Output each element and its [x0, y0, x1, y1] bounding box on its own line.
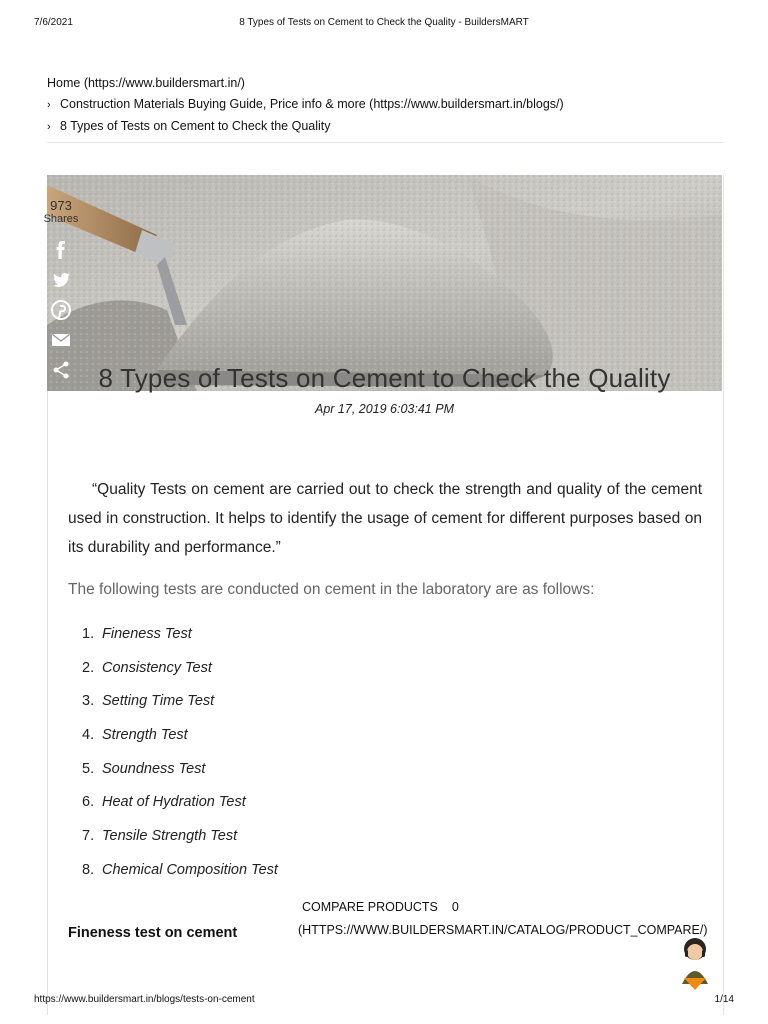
intro-text: “Quality Tests on cement are carried out to check the strength and quality of the cement used in construction. It helps to identify the usage of cement for different purposes based on its durability and performance.” — [68, 481, 702, 556]
compare-products-url: (HTTPS://WWW.BUILDERSMART.IN/CATALOG/PRODUCT_COMPARE/) — [298, 923, 708, 937]
print-title: 8 Types of Tests on Cement to Check the Quality - BuildersMART — [239, 17, 529, 28]
lead-paragraph: The following tests are conducted on cement in the laboratory are as follows: — [68, 581, 595, 598]
post-title: 8 Types of Tests on Cement to Check the Quality — [98, 363, 671, 393]
breadcrumb-current-label: 8 Types of Tests on Cement to Check the Quality — [60, 119, 331, 133]
list-item-label: Tensile Strength Test — [102, 828, 238, 845]
list-item — [82, 758, 278, 792]
cement-trowel-photo — [47, 175, 722, 391]
list-item — [82, 825, 278, 859]
list-item — [82, 791, 278, 825]
facebook-icon[interactable] — [50, 239, 72, 261]
list-item-label: Consistency Test — [102, 659, 212, 676]
hero-image — [47, 175, 722, 391]
list-item-label: Fineness Test — [102, 626, 192, 642]
breadcrumb-blogs[interactable] — [47, 94, 723, 116]
breadcrumb-home[interactable] — [47, 73, 723, 94]
breadcrumb-current — [47, 116, 723, 138]
list-item-label: Chemical Composition Test — [102, 861, 278, 878]
section-heading: Fineness test on cement — [68, 925, 238, 941]
list-item-number: 5. — [82, 760, 95, 777]
social-share-bar — [40, 199, 82, 381]
list-item-number: 7. — [82, 828, 95, 845]
list-item-number: 2. — [82, 659, 95, 676]
list-item — [82, 657, 278, 691]
list-item-number: 1. — [82, 626, 95, 642]
list-item — [82, 690, 278, 724]
post-date: Apr 17, 2019 6:03:41 PM — [315, 402, 454, 416]
list-item-number: 4. — [82, 727, 95, 744]
breadcrumb-blogs-label: Construction Materials Buying Guide, Price info & more (https://www.buildersmart.in/blogs/) — [60, 97, 564, 111]
intro-paragraph — [68, 475, 702, 562]
list-item-number: 6. — [82, 794, 95, 811]
list-item-label: Setting Time Test — [102, 693, 215, 710]
breadcrumb — [47, 73, 723, 143]
email-icon[interactable] — [50, 329, 72, 351]
list-item — [82, 623, 278, 657]
list-item — [82, 724, 278, 758]
print-date: 7/6/2021 — [34, 17, 73, 28]
chevron-right-icon: › — [47, 99, 51, 111]
share-label: Shares — [43, 213, 79, 225]
list-item-label: Soundness Test — [102, 760, 206, 777]
list-item-label: Heat of Hydration Test — [102, 794, 246, 811]
tests-list — [82, 623, 278, 893]
chat-support-avatar-icon[interactable] — [676, 934, 714, 990]
print-page-number: 1/14 — [714, 994, 734, 1005]
list-item-number: 8. — [82, 861, 95, 878]
compare-products-label: COMPARE PRODUCTS — [302, 900, 438, 914]
chevron-right-icon: › — [47, 121, 51, 133]
compare-products-count: 0 — [451, 900, 459, 914]
compare-products-link[interactable] — [298, 896, 708, 942]
print-url: https://www.buildersmart.in/blogs/tests-on-cement — [34, 994, 255, 1005]
list-item-label: Strength Test — [102, 727, 188, 744]
list-item — [82, 859, 278, 893]
twitter-icon[interactable] — [50, 269, 72, 291]
share-count: 973 — [50, 198, 72, 213]
pinterest-icon[interactable] — [50, 299, 72, 321]
breadcrumb-home-label: Home (https://www.buildersmart.in/) — [47, 76, 245, 90]
list-item-number: 3. — [82, 693, 95, 710]
